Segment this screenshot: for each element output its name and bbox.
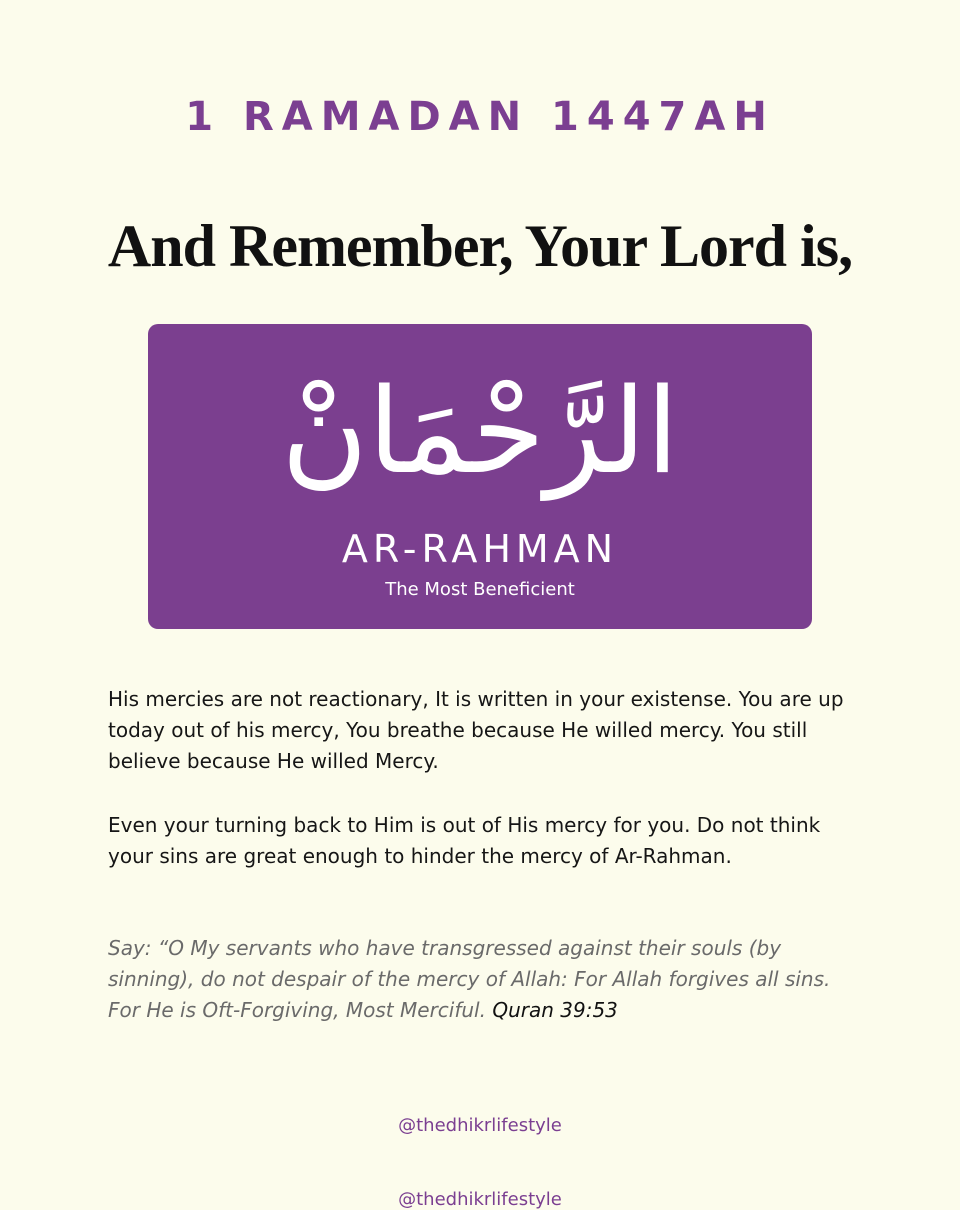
social-handle-repeat: @thedhikrlifestyle xyxy=(398,1189,562,1210)
body-paragraph-1: His mercies are not reactionary, It is written in your existense. You are up today out of his mercy, You breathe because He willed mercy. You still believe because He willed Mercy. xyxy=(108,687,844,773)
transliteration: AR-RAHMAN xyxy=(341,527,619,571)
quote-reference: Quran 39:53 xyxy=(492,998,618,1022)
date-heading: 1 RAMADAN 1447AH xyxy=(185,94,775,140)
body-paragraph-2: Even your turning back to Him is out of His mercy for you. Do not think your sins are great enough to hinder the mercy of Ar-Rahman. xyxy=(108,813,821,868)
page-title: And Remember, Your Lord is, xyxy=(107,213,853,279)
social-handle: @thedhikrlifestyle xyxy=(398,1115,562,1136)
quran-quote xyxy=(108,933,852,1026)
divine-name-card xyxy=(148,324,812,629)
quote-text: Say: “O My servants who have transgressed against their souls (by sinning), do not despair of the mercy of Allah: For Allah forgives all sins. For He is Oft-Forgiving, Most Merciful. xyxy=(108,936,831,1022)
name-meaning: The Most Beneficient xyxy=(385,579,575,600)
arabic-name: الرَّحْمَانْ xyxy=(281,362,679,500)
